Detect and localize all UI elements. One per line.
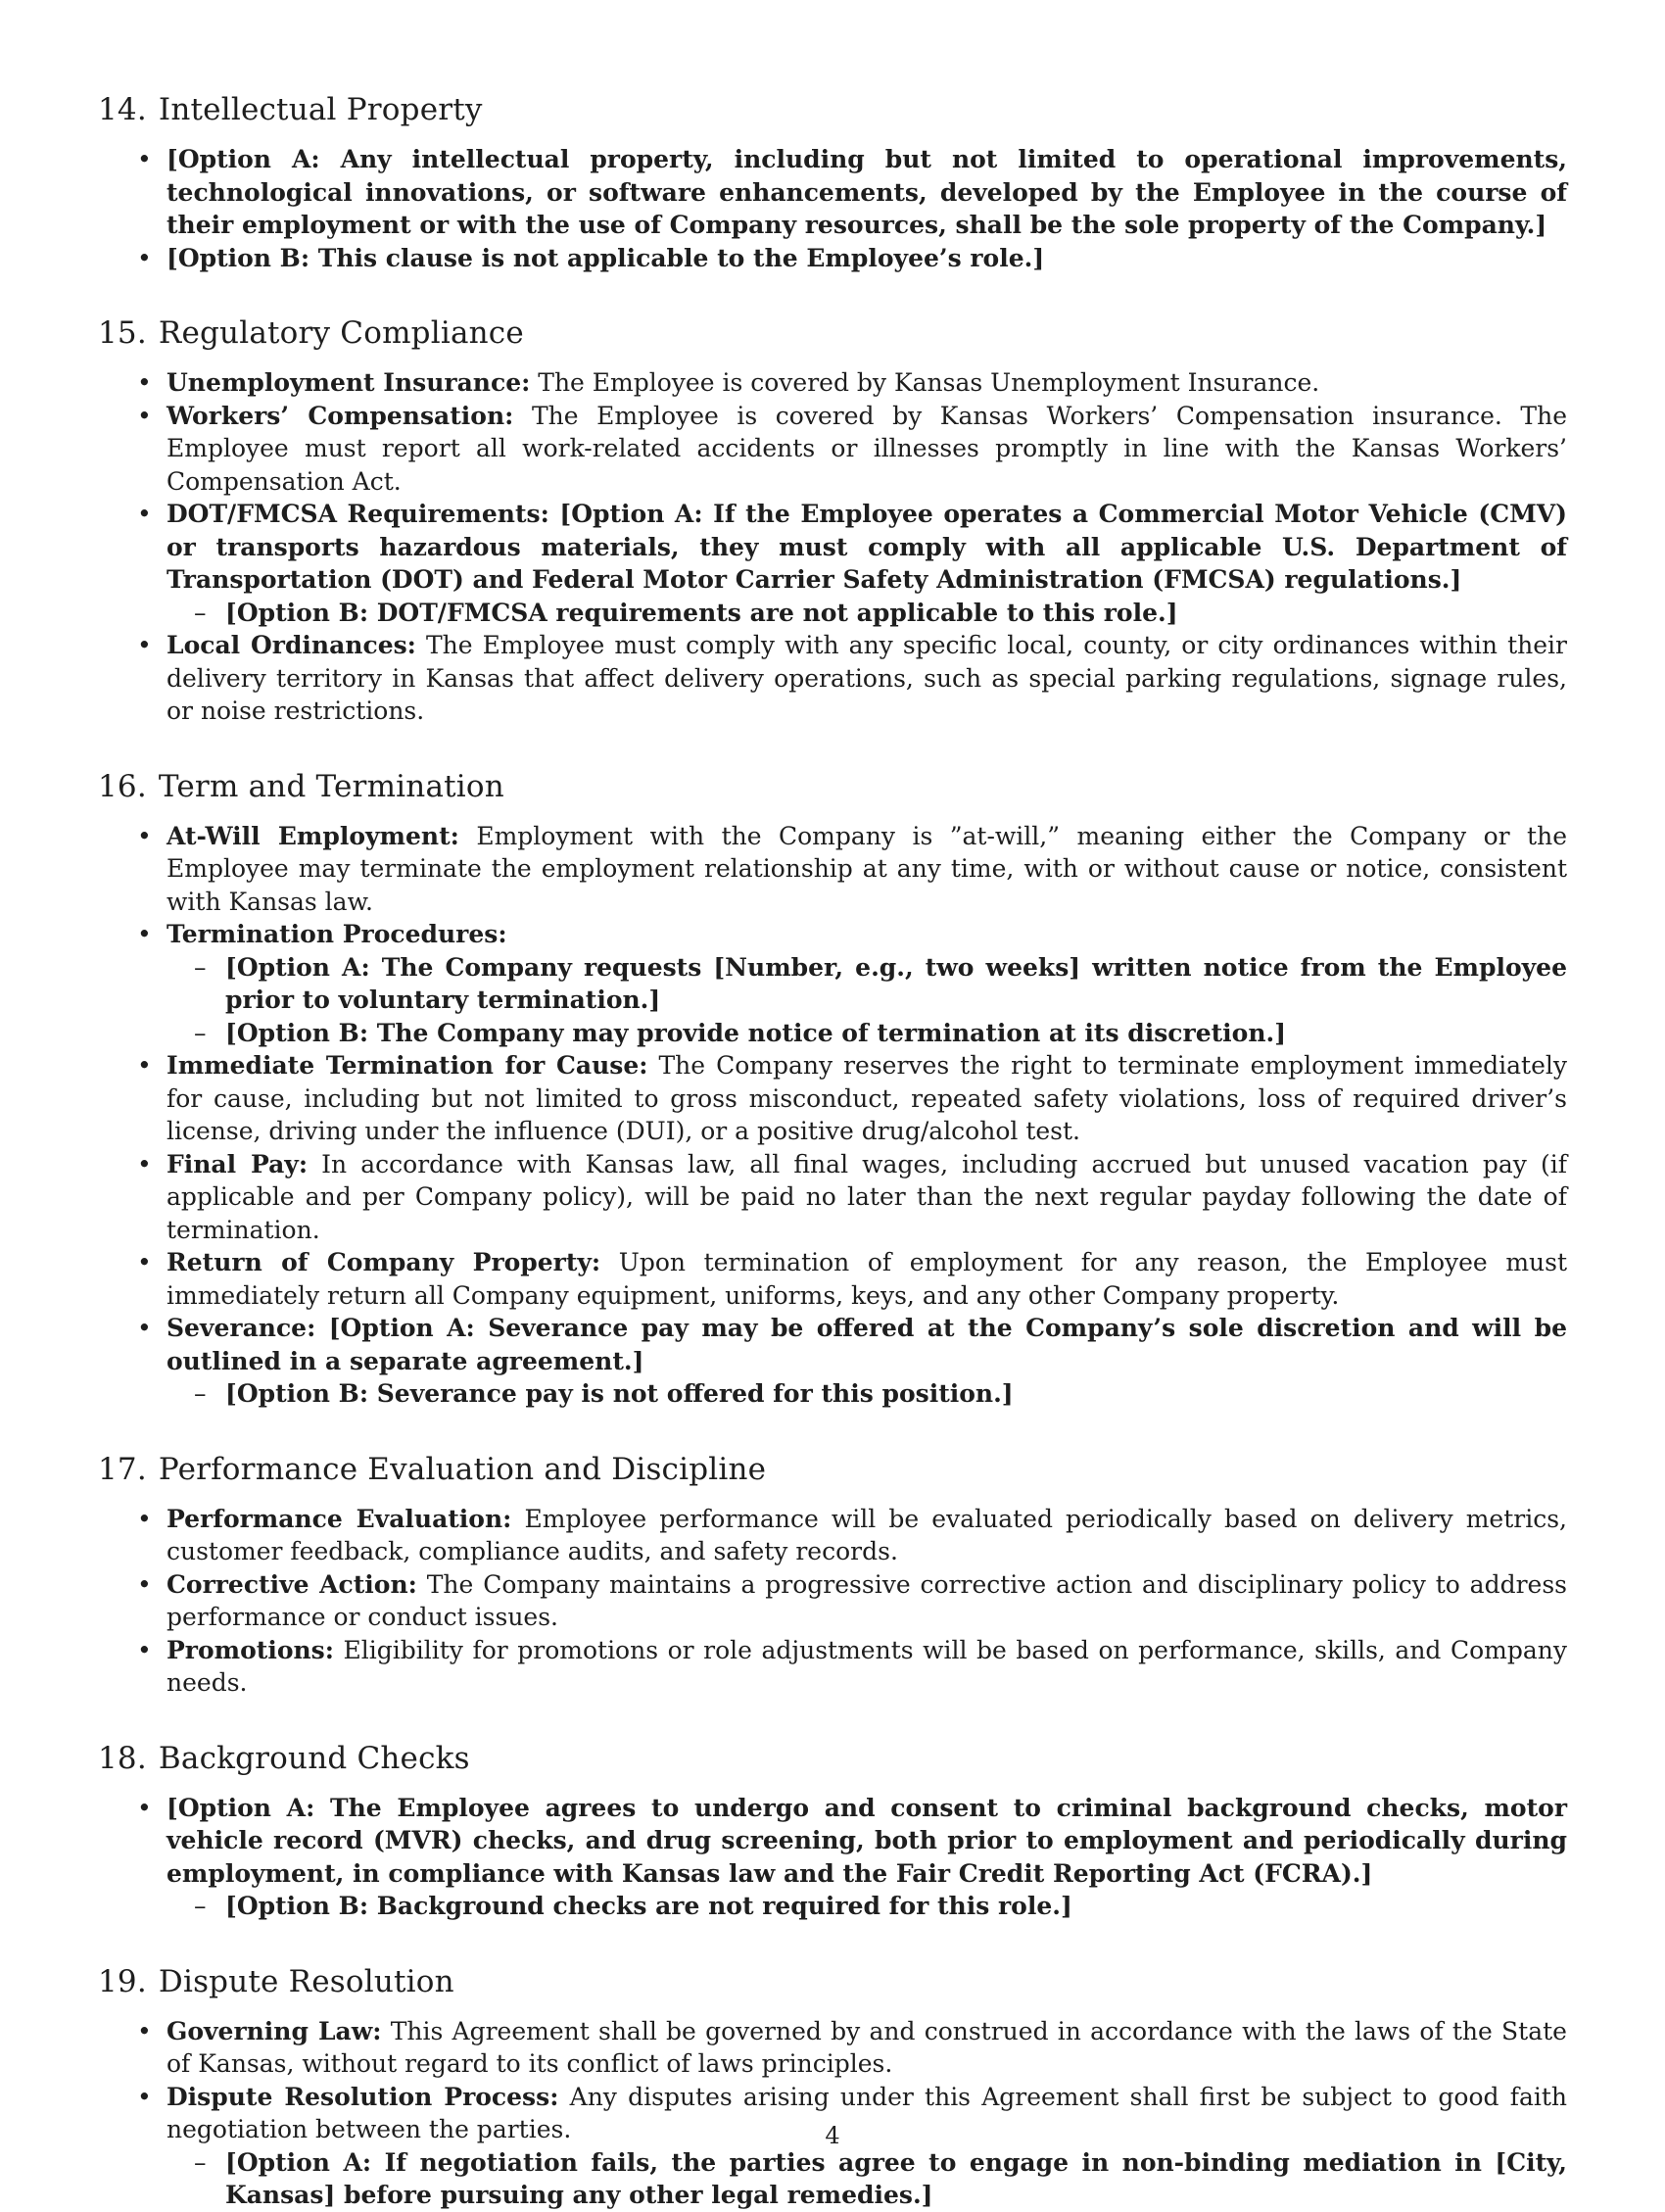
- bullet-list: [98, 820, 1567, 1411]
- bullet-icon: •: [137, 145, 152, 173]
- bullet-icon: •: [137, 920, 152, 948]
- list-item: • Immediate Termination for Cause: The Company reserves the right to terminate employment immediately for cause, including but not limited to gross misconduct, repeated safety violations, loss of required driver’s license, driving under the influence (DUI), or a positive drug/alcohol test.: [137, 1051, 1567, 1145]
- list-item: • Local Ordinances: The Employee must comply with any specific local, county, or city ordinances within their delivery territory in Kansas that affect delivery operations, such as special parking regulations, signage rules, or noise restrictions.: [137, 631, 1567, 725]
- section-heading: 18. Background Checks: [98, 1740, 470, 1776]
- list-item: • Governing Law: This Agreement shall be governed by and construed in accordance with the laws of the State of Kansas, without regard to its conflict of laws principles.: [137, 2016, 1567, 2078]
- section-performance-evaluation: [98, 1450, 1567, 1700]
- bullet-icon: •: [137, 1051, 152, 1080]
- bullet-list: [98, 2015, 1567, 2212]
- bullet-icon: •: [137, 1635, 152, 1664]
- bullet-list: [98, 1503, 1567, 1700]
- list-item: • Severance: [Option A: Severance pay may be offered at the Company’s sole discretion and will be outlined in a separate agreement.] – [Option B: Severance pay is not offered for this position.]: [98, 1312, 1567, 1411]
- list-item: • Termination Procedures: – [Option A: The Company requests [Number, e.g., two weeks] written notice from the Employee prior to voluntary termination.] – [Option B: The Company may provide notice of termination at its discretion.]: [98, 918, 1567, 1049]
- section-regulatory-compliance: [98, 313, 1567, 728]
- dash-icon: –: [194, 1379, 207, 1408]
- section-heading: 15. Regulatory Compliance: [98, 315, 524, 351]
- sub-list: [166, 1890, 1567, 1923]
- list-item: • Workers’ Compensation: The Employee is covered by Kansas Workers’ Compensation insurance. The Employee must report all work-related accidents or illnesses promptly in line with the Kansas Workers’ Compensation Act.: [137, 401, 1567, 496]
- list-item: • Corrective Action: The Company maintains a progressive corrective action and disciplinary policy to address performance or conduct issues.: [137, 1569, 1567, 1631]
- sub-list-item: – [Option B: The Company may provide notice of termination at its discretion.]: [165, 1017, 1567, 1050]
- bullet-icon: •: [137, 1314, 152, 1342]
- bullet-icon: •: [137, 631, 152, 659]
- sub-list-item: – [Option A: The Company requests [Number, e.g., two weeks] written notice from the Employee prior to voluntary termination.]: [194, 952, 1567, 1014]
- bullet-icon: •: [137, 1793, 152, 1822]
- section-background-checks: [98, 1739, 1567, 1923]
- dash-icon: –: [194, 2147, 207, 2177]
- sub-list-item: – [Option B: Background checks are not required for this role.]: [165, 1890, 1567, 1923]
- list-item: • [Option A: The Employee agrees to undergo and consent to criminal background checks, motor vehicle record (MVR) checks, and drug screening, both prior to employment and periodically during employment, in compliance with Kansas law and the Fair Credit Reporting Act (FCRA).] – [Option B: Background checks are not required for this role.]: [98, 1792, 1567, 1923]
- page-number: 4: [825, 2122, 840, 2149]
- section-heading: 17. Performance Evaluation and Discipline: [98, 1451, 767, 1487]
- dash-icon: –: [194, 598, 207, 627]
- sub-list-item: – [Option B: DOT/FMCSA requirements are not applicable to this role.]: [165, 597, 1567, 630]
- bullet-icon: •: [137, 243, 152, 272]
- section-heading: 14. Intellectual Property: [98, 92, 483, 127]
- bullet-icon: •: [137, 1569, 152, 1599]
- list-item: • DOT/FMCSA Requirements: [Option A: If the Employee operates a Commercial Motor Vehicle (CMV) or transports hazardous materials, they must comply with all applicable U.S. Department of Transportation (DOT) and Federal Motor Carrier Safety Administration (FMCSA) regulations.] – [Option B: DOT/FMCSA requirements are not applicable to this role.]: [98, 498, 1567, 629]
- list-item: • Return of Company Property: Upon termination of employment for any reason, the Employee must immediately return all Company equipment, uniforms, keys, and any other Company property.: [137, 1248, 1567, 1310]
- document-page: [98, 90, 1567, 2212]
- section-intellectual-property: [98, 90, 1567, 274]
- bullet-icon: •: [137, 401, 152, 430]
- sub-list: [166, 597, 1567, 630]
- bullet-list: [98, 143, 1567, 274]
- section-heading: 16. Term and Termination: [98, 768, 504, 804]
- section-term-and-termination: [98, 767, 1567, 1411]
- sub-list-item: – [Option B: Severance pay is not offered for this position.]: [165, 1377, 1567, 1411]
- list-item: • Promotions: Eligibility for promotions or role adjustments will be based on performance, skills, and Company needs.: [137, 1635, 1567, 1697]
- section-dispute-resolution: [98, 1962, 1567, 2212]
- sub-list: [166, 951, 1567, 1050]
- bullet-icon: •: [137, 500, 152, 528]
- list-item: • [Option B: This clause is not applicable to the Employee’s role.]: [98, 242, 1567, 275]
- bullet-icon: •: [137, 821, 152, 850]
- bullet-icon: •: [137, 2016, 152, 2045]
- list-item: • Dispute Resolution Process: Any disputes arising under this Agreement shall first be subject to good faith negotiation between the parties. – [Option A: If negotiation fails, the parties agree to engage in non-binding mediation in [City, Kansas] before pursuing any other legal remedies.]: [98, 2081, 1567, 2212]
- bullet-icon: •: [137, 1248, 152, 1276]
- list-item: • Unemployment Insurance: The Employee is covered by Kansas Unemployment Insurance.: [98, 366, 1567, 400]
- dash-icon: –: [194, 952, 207, 982]
- bullet-list: [98, 1792, 1567, 1923]
- bullet-list: [98, 366, 1567, 728]
- dash-icon: –: [194, 1892, 207, 1920]
- list-item: • [Option A: Any intellectual property, including but not limited to operational improvements, technological innovations, or software enhancements, developed by the Employee in the course of their employment or with the use of Company resources, shall be the sole property of the Company.]: [137, 145, 1567, 239]
- bullet-icon: •: [137, 1504, 152, 1533]
- list-item: • Final Pay: In accordance with Kansas law, all final wages, including accrued but unused vacation pay (if applicable and per Company policy), will be paid no later than the next regular payday following the date of termination.: [137, 1149, 1568, 1244]
- list-item: • Performance Evaluation: Employee performance will be evaluated periodically based on delivery metrics, customer feedback, compliance audits, and safety records.: [137, 1504, 1567, 1565]
- sub-list-item: – [Option A: If negotiation fails, the parties agree to engage in non-binding mediation in [City, Kansas] before pursuing any other legal remedies.]: [194, 2147, 1567, 2209]
- dash-icon: –: [194, 1018, 207, 1047]
- bullet-icon: •: [137, 2082, 152, 2111]
- sub-list: [166, 1377, 1567, 1411]
- section-heading: 19. Dispute Resolution: [98, 1963, 454, 1999]
- bullet-icon: •: [137, 1149, 152, 1178]
- bullet-icon: •: [137, 368, 152, 397]
- list-item: • At-Will Employment: Employment with the Company is ”at-will,” meaning either the Company or the Employee may terminate the employment relationship at any time, with or without cause or notice, consistent with Kansas law.: [137, 821, 1567, 916]
- sub-list: [166, 2146, 1567, 2212]
